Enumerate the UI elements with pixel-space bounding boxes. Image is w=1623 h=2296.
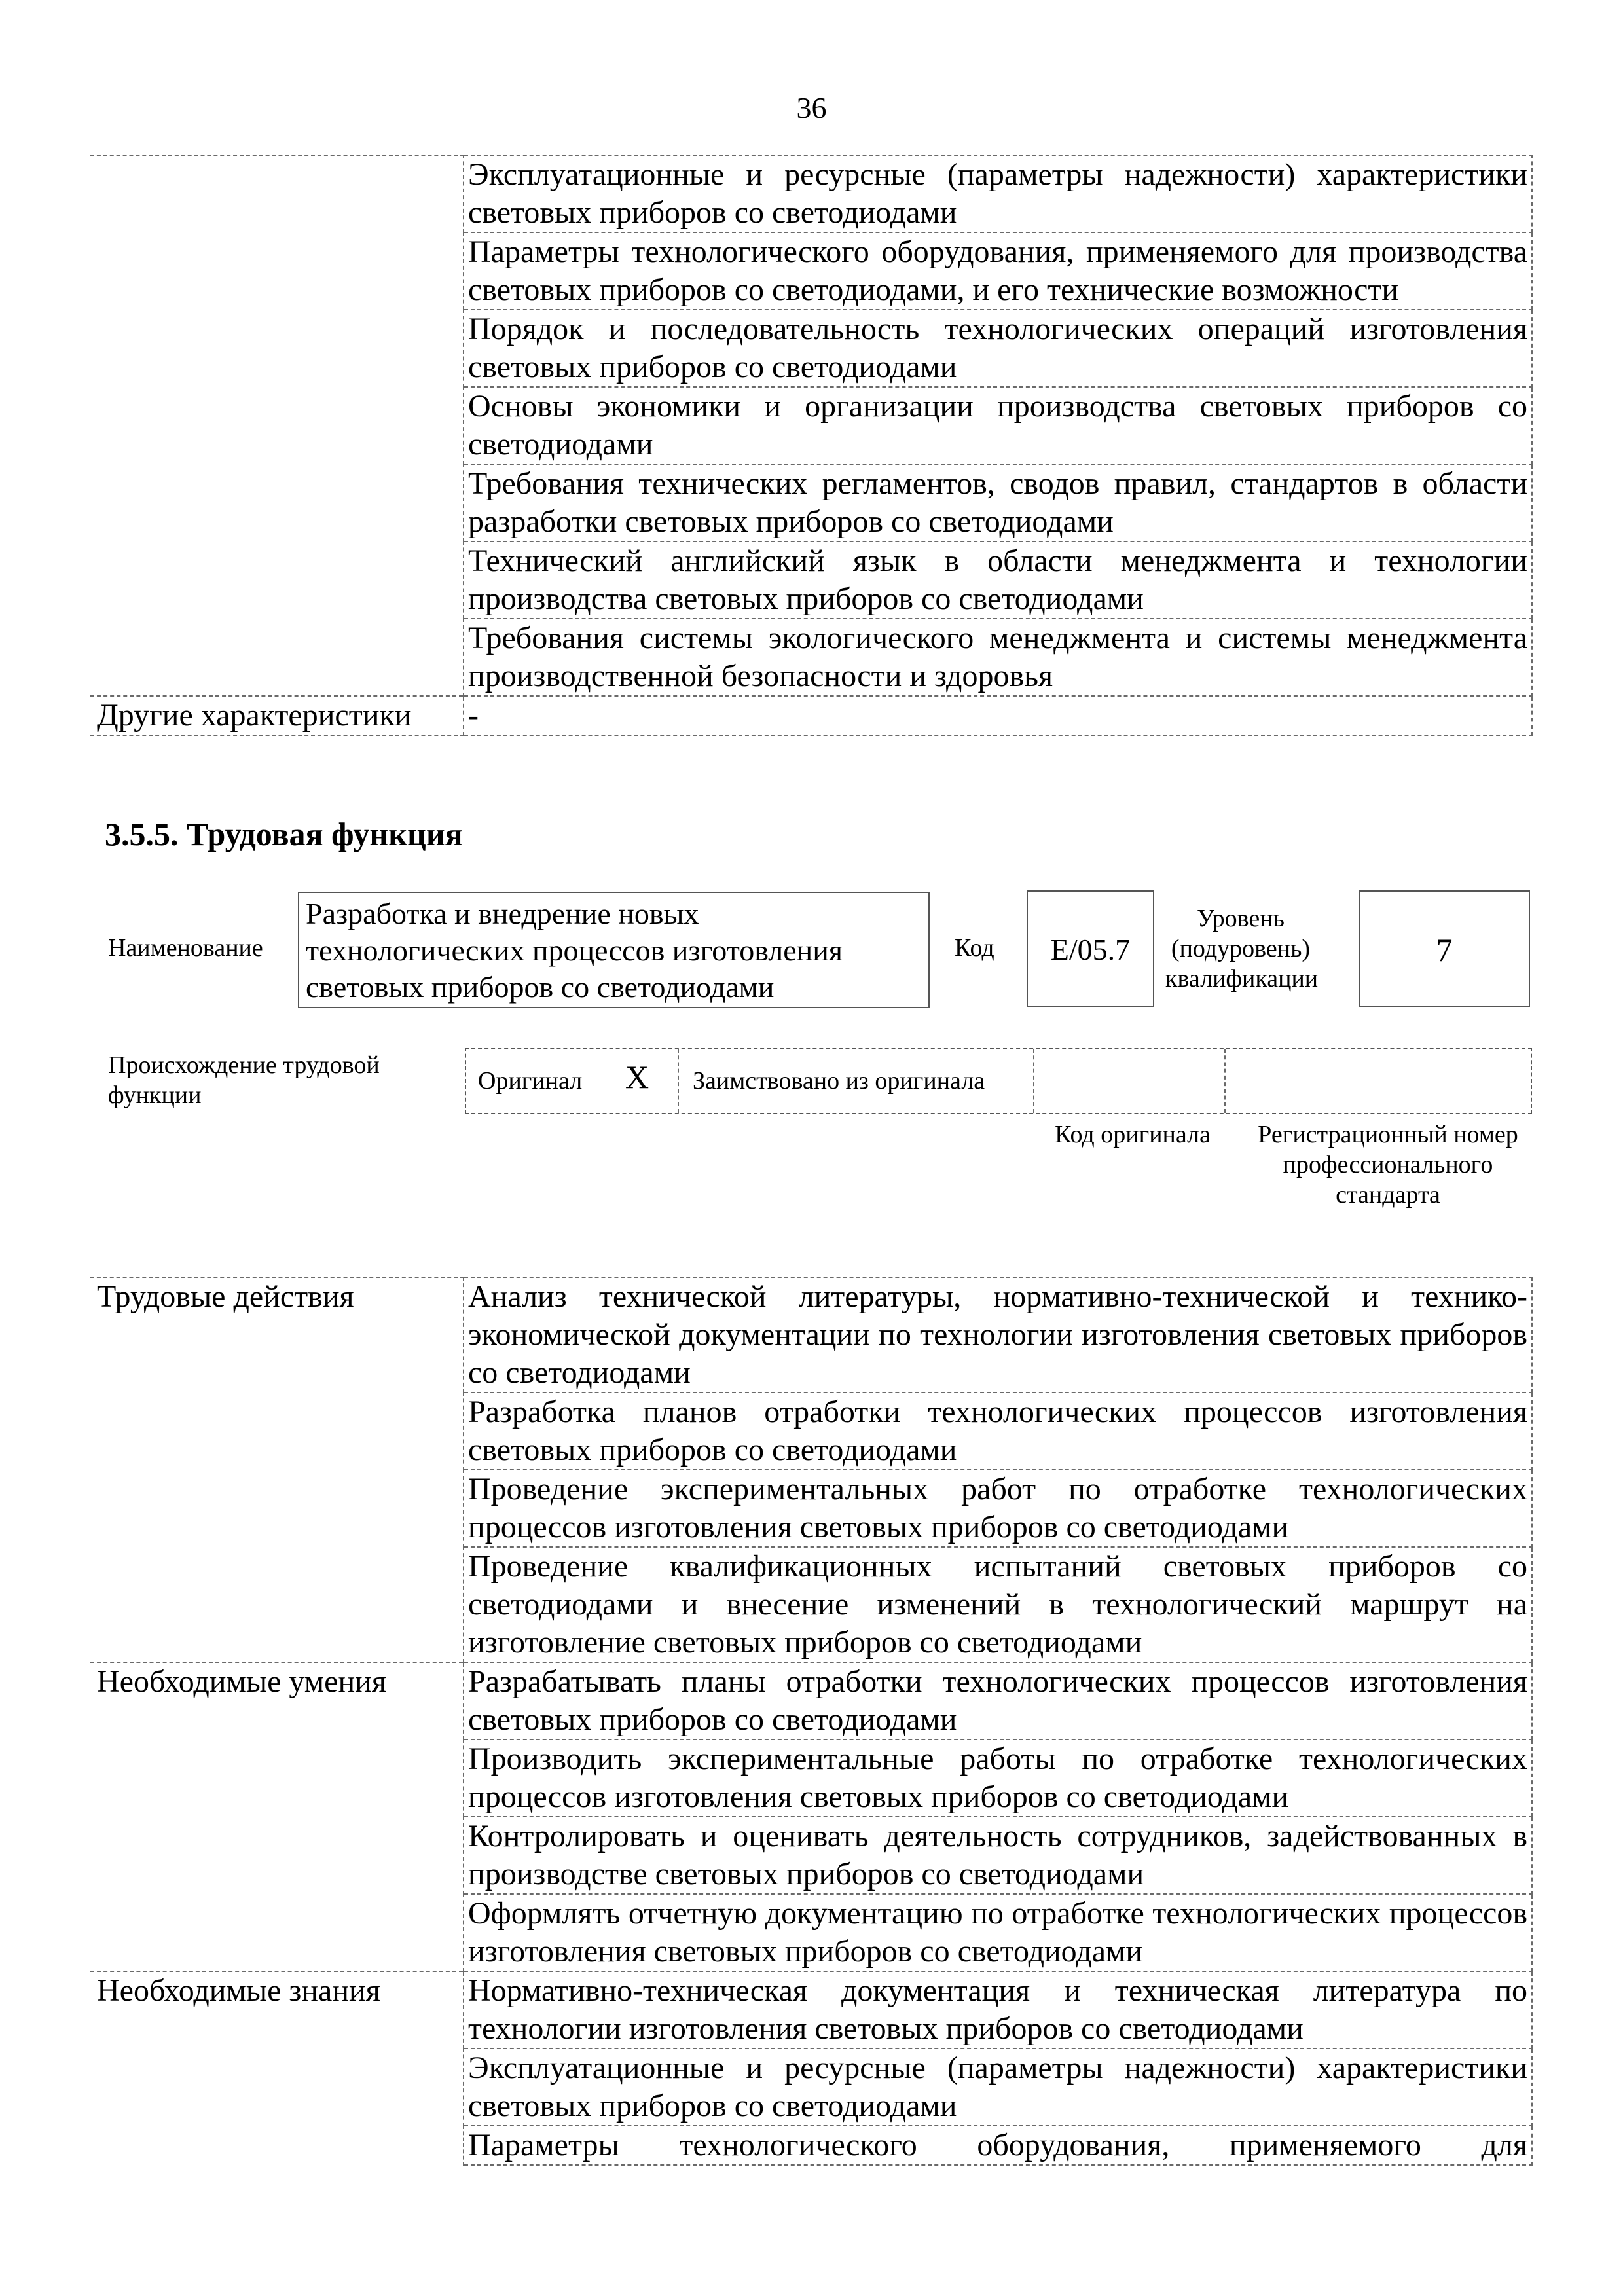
table-cell: Параметры технологического оборудования, применяемого для (464, 2126, 1532, 2165)
table-row (90, 696, 1532, 735)
table-cell: Основы экономики и организации производства световых приборов со светодиодами (464, 387, 1532, 464)
level-label: Уровень (подуровень) квалификации (1165, 905, 1319, 993)
origin-divider (1224, 1049, 1227, 1113)
required-skills-label: Необходимые умения (90, 1662, 464, 1971)
table-cell: Оформлять отчетную документацию по отработке технологических процессов изготовления световых приборов со светодиодами (464, 1894, 1532, 1971)
code-label: Код (955, 934, 994, 962)
origin-divider (678, 1049, 680, 1113)
table-cell: Параметры технологического оборудования, применяемого для производства световых приборов со светодиодами, и его технические возможности (464, 232, 1532, 310)
other-characteristics-label: Другие характеристики (90, 696, 464, 735)
borrowed-label: Заимствовано из оригинала (693, 1067, 985, 1095)
origin-divider (1033, 1049, 1036, 1113)
registration-number-caption: Регистрационный номер профессионального стандарта (1258, 1121, 1518, 1209)
origin-label: Происхождение трудовой функции (108, 1051, 380, 1109)
table-cell: Эксплуатационные и ресурсные (параметры надежности) характеристики световых приборов со светодиодами (464, 2049, 1532, 2126)
table-cell: Нормативно-техническая документация и техническая литература по технологии изготовления световых приборов со светодиодами (464, 1971, 1532, 2049)
labor-actions-label: Трудовые действия (90, 1277, 464, 1662)
labor-function-table (90, 1277, 1533, 2166)
table-cell: Разработка планов отработки технологических процессов изготовления световых приборов со светодиодами (464, 1393, 1532, 1470)
other-characteristics-value: - (464, 696, 1532, 735)
section-title: 3.5.5. Трудовая функция (105, 816, 463, 852)
table-cell: Проведение экспериментальных работ по отработке технологических процессов изготовления световых приборов со светодиодами (464, 1470, 1532, 1547)
table-cell: Порядок и последовательность технологических операций изготовления световых приборов со светодиодами (464, 310, 1532, 387)
table-cell: Производить экспериментальные работы по отработке технологических процессов изготовления световых приборов со светодиодами (464, 1740, 1532, 1817)
table-cell: Требования технических регламентов, сводов правил, стандартов в области разработки световых приборов со светодиодами (464, 464, 1532, 541)
required-knowledge-label: Необходимые знания (90, 1971, 464, 2165)
function-name-box: Разработка и внедрение новых технологических процессов изготовления световых приборов со светодиодами (298, 892, 930, 1008)
code-original-caption: Код оригинала (1055, 1121, 1211, 1148)
table-cell: Требования системы экологического менеджмента и системы менеджмента производственной безопасности и здоровья (464, 619, 1532, 696)
table-cell: Проведение квалификационных испытаний световых приборов со светодиодами и внесение изменений в технологический маршрут на изготовление световых приборов со светодиодами (464, 1547, 1532, 1662)
table-row (90, 1277, 1532, 1393)
table-row (90, 155, 1532, 232)
row-label-empty (90, 155, 464, 696)
name-label: Наименование (108, 934, 263, 962)
table-cell: Анализ технической литературы, нормативно-технической и технико-экономической документации по технологии изготовления световых приборов со светодиодами (464, 1277, 1532, 1393)
table-cell: Эксплуатационные и ресурсные (параметры надежности) характеристики световых приборов со светодиодами (464, 155, 1532, 232)
table-cell: Технический английский язык в области менеджмента и технологии производства световых приборов со светодиодами (464, 541, 1532, 619)
original-label: Оригинал (478, 1067, 583, 1095)
page-number: 36 (796, 91, 827, 124)
code-value-box: E/05.7 (1027, 890, 1154, 1007)
original-mark: X (625, 1059, 649, 1095)
table-cell: Контролировать и оценивать деятельность сотрудников, задействованных в производстве световых приборов со светодиодами (464, 1817, 1532, 1894)
table-row (90, 1662, 1532, 1740)
level-value-box: 7 (1359, 890, 1530, 1007)
table-row (90, 1971, 1532, 2049)
table-cell: Разрабатывать планы отработки технологических процессов изготовления световых приборов со светодиодами (464, 1662, 1532, 1740)
knowledge-continuation-table (90, 155, 1533, 736)
